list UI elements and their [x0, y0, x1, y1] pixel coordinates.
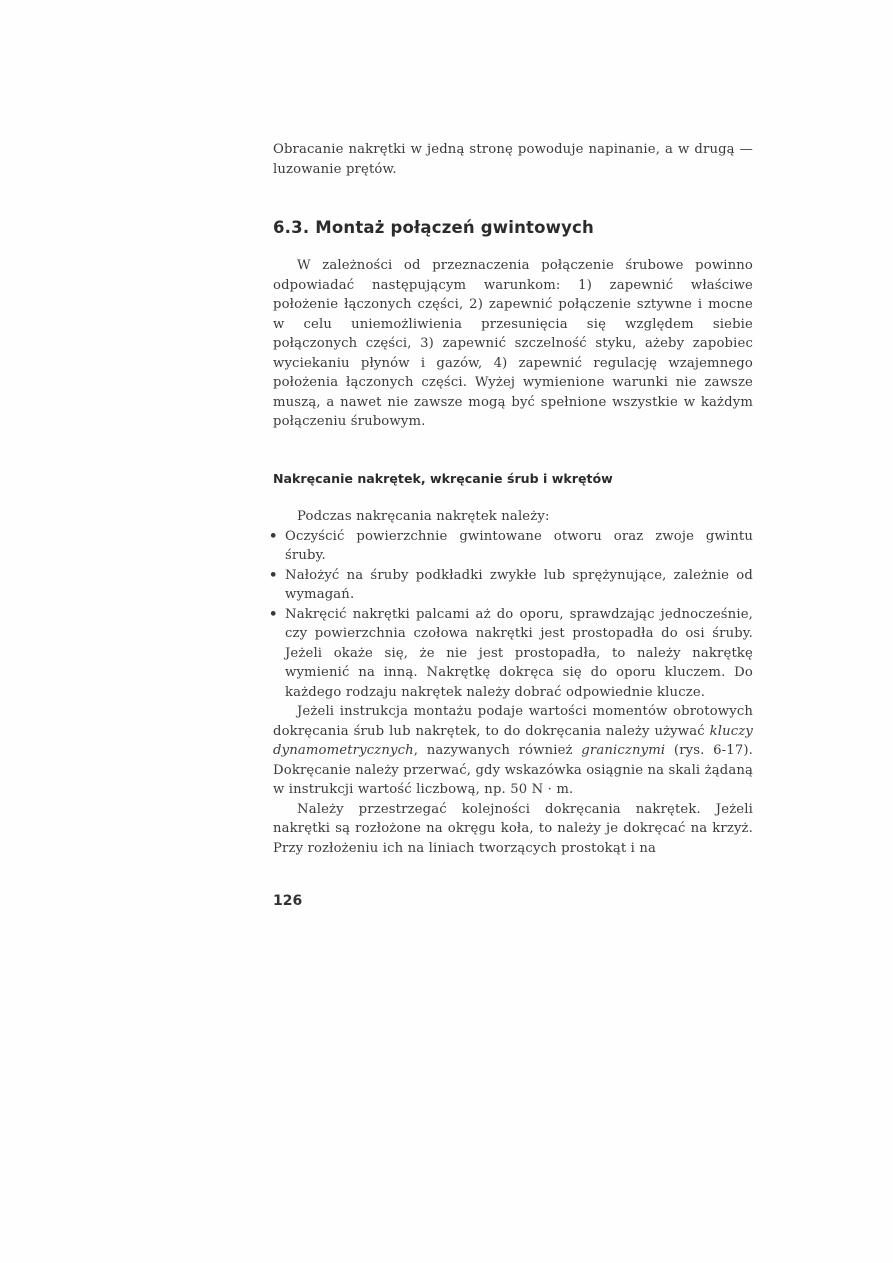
section-body — [273, 256, 753, 432]
torque-term-limit: granicznymi — [581, 743, 666, 758]
order-paragraph: Należy przestrzegać kolejności dokręcania nakrętek. Jeżeli nakrętki są rozłożone na okręgu koła, to należy je dokręcać na krzyż. Przy rozłożeniu ich na liniach tworzących prostokąt i na — [273, 801, 753, 856]
torque-text-3: (rys. 6-17). Dokręcanie należy przerwać, gdy wskazówka osiągnie na skali żądaną w instrukcji wartość liczbową, np. 50 N · m. — [273, 743, 754, 797]
subsection-lead: Podczas nakręcania nakrętek należy: — [297, 509, 550, 524]
list-item-text: Nałożyć na śruby podkładki zwykłe lub sprężynujące, zależnie od wymagań. — [285, 567, 753, 602]
list-item — [269, 566, 753, 605]
torque-text-2: , nazywanych również — [413, 743, 582, 758]
torque-term-dynamometric: kluczy dynamometrycznych — [273, 723, 753, 758]
bullet-icon: • — [269, 528, 278, 544]
section-paragraph: W zależności od przeznaczenia połączenie śrubowe powinno odpowiadać następującym warunkom: 1) zapewnić właściwe położenie łączonych części, 2) zapewnić połączenie sztywne i mocne w celu uniemożliwienia przesunięcia się względem siebie połączonych części, 3) zapewnić szczelność styku, ażeby zapobiec wyciekaniu płynów i gazów, 4) zapewnić regulację wzajemnego położenia łączonych części. Wyżej wymienione warunki nie zawsze muszą, a nawet nie zawsze mogą być spełnione wszystkie w każdym połączeniu śrubowym. — [273, 258, 753, 429]
page-number: 126 — [273, 893, 303, 909]
list-item — [269, 527, 753, 566]
section-title: 6.3. Montaż połączeń gwintowych — [273, 218, 594, 237]
list-item-text: Oczyścić powierzchnie gwintowane otworu oraz zwoje gwintu śruby. — [285, 528, 753, 563]
torque-paragraph — [273, 702, 753, 800]
bullet-list — [269, 527, 753, 703]
subsection-title: Nakręcanie nakrętek, wkręcanie śrub i wkrętów — [273, 471, 613, 486]
intro-paragraph-block — [273, 140, 753, 179]
list-item-text: Nakręcić nakrętki palcami aż do oporu, sprawdzając jednocześnie, czy powierzchnia czołowa nakrętki jest prostopadła do osi śruby. Jeżeli okaże się, że nie jest prostopadła, to należy nakrętkę wymienić na inną. Nakrętkę dokręca się do oporu kluczem. Do każdego rodzaju nakrętek należy dobrać odpowiednie klucze. — [285, 606, 753, 700]
bullet-icon: • — [269, 606, 278, 622]
bullet-icon: • — [269, 567, 278, 583]
subsection-body — [269, 507, 754, 858]
torque-text-1: Jeżeli instrukcja montażu podaje wartości momentów obrotowych dokręcania śrub lub nakrętek, to do dokręcania należy używać — [273, 704, 753, 739]
intro-paragraph: Obracanie nakrętki w jedną stronę powoduje napinanie, a w drugą — luzowanie prętów. — [273, 142, 753, 177]
list-item — [269, 605, 753, 703]
